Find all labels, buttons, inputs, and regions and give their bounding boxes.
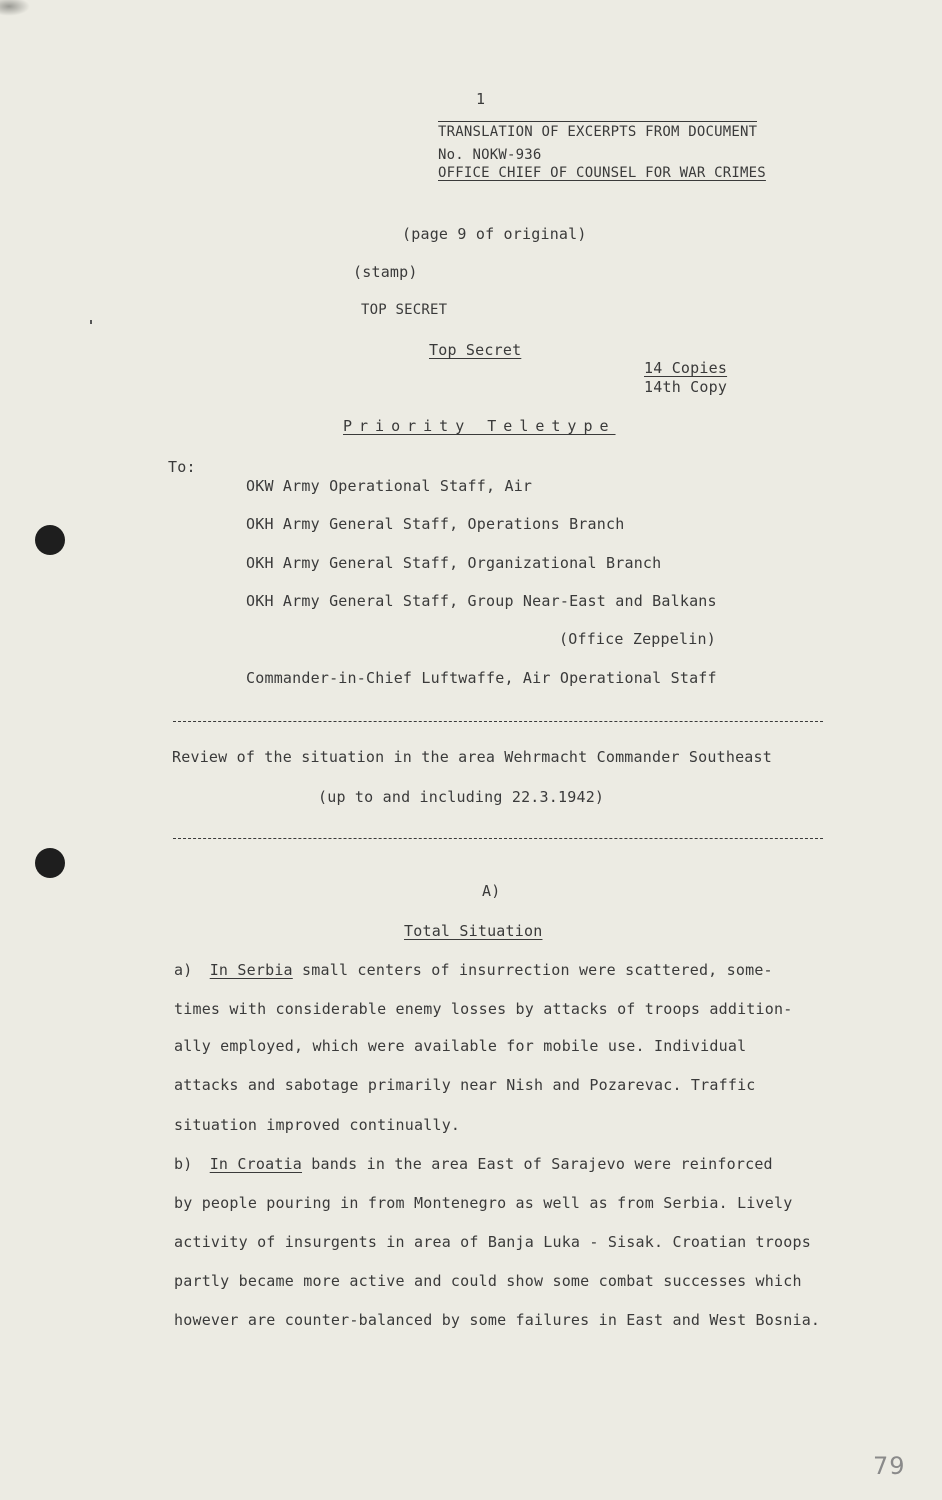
divider-bottom	[173, 838, 823, 839]
header-line-2: No. NOKW-936	[438, 147, 542, 163]
header-line-1: TRANSLATION OF EXCERPTS FROM DOCUMENT	[438, 121, 757, 141]
recipient-2: OKH Army General Staff, Operations Branch	[246, 515, 625, 533]
folio-number: 79	[873, 1452, 906, 1480]
divider-top	[173, 721, 823, 722]
stray-mark	[90, 320, 92, 324]
page-reference: (page 9 of original)	[402, 225, 587, 243]
para-b-line-4: partly became more active and could show some combat successes which	[174, 1272, 802, 1290]
para-a-line-3: ally employed, which were available for mobile use. Individual	[174, 1037, 747, 1055]
corner-smudge	[0, 0, 30, 16]
recipient-4: OKH Army General Staff, Group Near-East and Balkans	[246, 592, 717, 610]
para-b-line-5: however are counter-balanced by some failures in East and West Bosnia.	[174, 1311, 821, 1329]
review-date: (up to and including 22.3.1942)	[318, 788, 605, 806]
top-secret-label: Top Secret	[429, 341, 522, 359]
para-b-line-1	[174, 1155, 773, 1173]
para-b-line-1-rest: bands in the area East of Sarajevo were reinforced	[311, 1155, 773, 1173]
page-number: 1	[476, 90, 486, 108]
header-line-3: OFFICE CHIEF OF COUNSEL FOR WAR CRIMES	[438, 165, 766, 181]
copies-count: 14 Copies	[644, 359, 728, 377]
section-title: Total Situation	[404, 922, 543, 940]
copy-number: 14th Copy	[644, 378, 728, 396]
para-a-line-4: attacks and sabotage primarily near Nish and Pozarevac. Traffic	[174, 1076, 756, 1094]
para-b-label: b)	[174, 1155, 193, 1173]
para-b-place: In Croatia	[209, 1155, 303, 1173]
punch-hole-top	[35, 525, 65, 555]
para-a-line-1	[174, 961, 773, 979]
para-a-place: In Serbia	[209, 961, 293, 979]
top-secret-caps: TOP SECRET	[361, 302, 448, 318]
para-b-line-3: activity of insurgents in area of Banja Luka - Sisak. Croatian troops	[174, 1233, 811, 1251]
recipient-5: Commander-in-Chief Luftwaffe, Air Operational Staff	[246, 669, 717, 687]
para-a-line-5: situation improved continually.	[174, 1116, 461, 1134]
section-letter: A)	[482, 882, 501, 900]
para-a-label: a)	[174, 961, 193, 979]
para-a-line-2: times with considerable enemy losses by attacks of troops addition-	[174, 1000, 793, 1018]
para-b-line-2: by people pouring in from Montenegro as well as from Serbia. Lively	[174, 1194, 793, 1212]
recipient-1: OKW Army Operational Staff, Air	[246, 477, 533, 495]
para-a-line-1-rest: small centers of insurrection were scattered, some-	[302, 961, 773, 979]
office-note: (Office Zeppelin)	[559, 630, 716, 648]
punch-hole-bottom	[35, 848, 65, 878]
recipient-3: OKH Army General Staff, Organizational Branch	[246, 554, 662, 572]
to-label: To:	[168, 458, 196, 476]
priority-teletype: Priority Teletype	[343, 417, 616, 435]
review-title: Review of the situation in the area Wehrmacht Commander Southeast	[172, 748, 772, 766]
stamp-note: (stamp)	[353, 263, 418, 281]
